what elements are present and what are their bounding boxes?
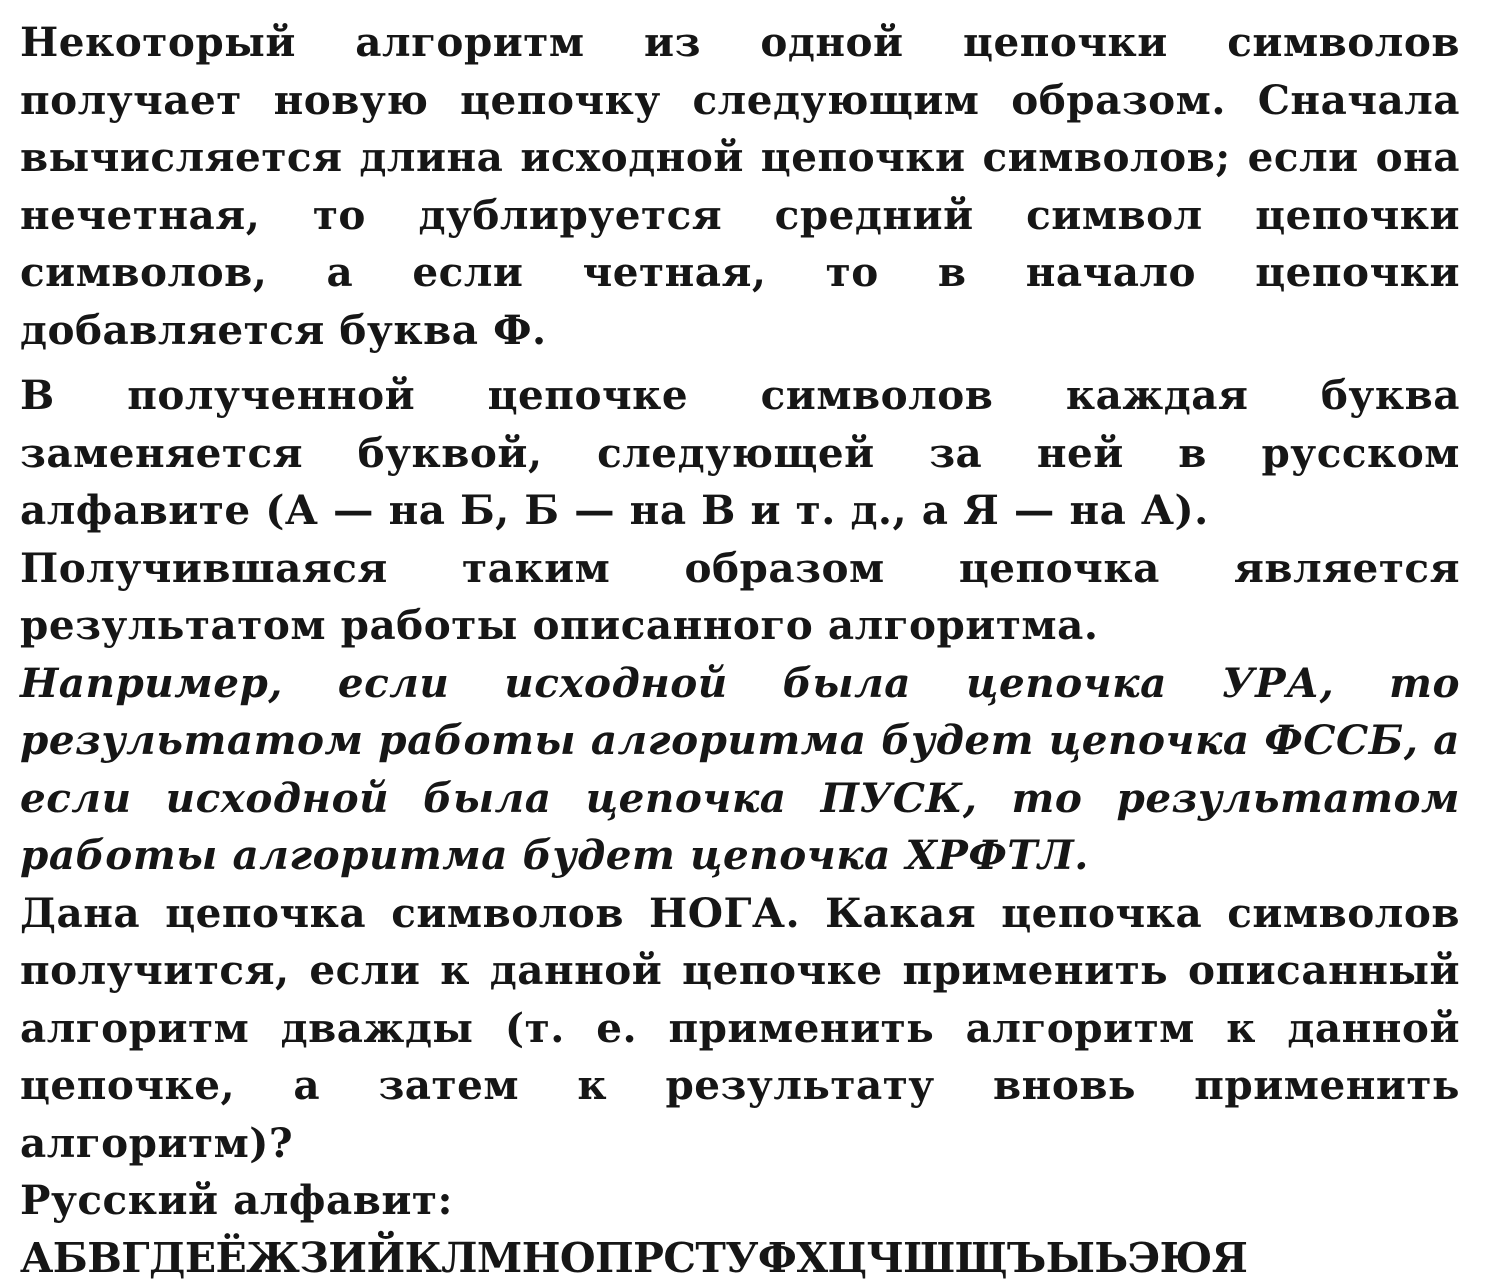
- letter-a: А: [284, 486, 319, 534]
- letter-b-1: Б: [460, 486, 496, 534]
- example-text-2: , то результатом работы алгоритма будет цепочка: [20, 658, 1460, 764]
- step2-text: В полученной цепочке символов каждая буква заменяется буквой, следующей за ней в русском алфавите (: [20, 371, 1460, 534]
- paragraph-algorithm-step2: [20, 367, 1460, 540]
- question-text-1: Дана цепочка символов: [20, 888, 650, 937]
- dash-na-2: — на: [559, 486, 702, 534]
- result-text: Получившаяся таким образом цепочка является результатом работы описанного алгоритма.: [20, 543, 1460, 649]
- example-word-pusk: ПУСК: [820, 773, 963, 822]
- dash-na-1: — на: [318, 486, 461, 534]
- paragraph-result: [20, 540, 1460, 655]
- paragraph-algorithm-step1: [20, 14, 1460, 359]
- dash-na-3: — на: [999, 486, 1141, 534]
- example-text-5: .: [1074, 831, 1089, 879]
- example-text-1: Например, если исходной была цепочка: [20, 658, 1222, 707]
- letter-f: Ф: [493, 305, 533, 354]
- letter-b-2: Б: [524, 486, 560, 534]
- question-word-noga: НОГА: [649, 888, 786, 937]
- etc-text: и т. д., а: [735, 486, 964, 534]
- comma-1: ,: [495, 486, 525, 534]
- step1-text: Некоторый алгоритм из одной цепочки символов получает новую цепочку следующим образом. Сначала вычисляется длина исходной цепочки символов; если она нечетная, то дублируется средний символ цепочки символов, а если четная, то в начало цепочки добавляется буква: [20, 18, 1460, 354]
- example-word-ura: УРА: [1221, 658, 1320, 707]
- paragraph-question: [20, 885, 1460, 1173]
- example-word-hrftl: ХРФТЛ: [905, 831, 1075, 879]
- close-paren: ).: [1174, 486, 1209, 534]
- period: .: [532, 305, 547, 354]
- paragraph-example: [20, 655, 1460, 885]
- letter-a-2: А: [1140, 486, 1175, 534]
- example-word-fssb: ФССБ: [1264, 716, 1404, 764]
- example-text-4: , то результатом работы алгоритма будет цепочка: [20, 773, 1460, 879]
- alphabet-label: Русский алфавит:: [20, 1176, 453, 1224]
- question-text-2: . Какая цепочка символов получится, если к данной цепочке применить описанный алгоритм дважды (т. е. применить алгоритм к данной цепочке, а затем к результату вновь применить алгоритм)?: [20, 888, 1460, 1167]
- letter-v: В: [701, 486, 736, 534]
- document: [20, 14, 1460, 1287]
- letter-ya: Я: [963, 486, 1000, 534]
- alphabet-string: АБВГДЕЁЖЗИЙКЛМНОПРСТУФХЦЧШЩЪЫЬЭЮЯ: [20, 1233, 1248, 1282]
- example-text-3: , а если исходной была цепочка: [20, 716, 1460, 822]
